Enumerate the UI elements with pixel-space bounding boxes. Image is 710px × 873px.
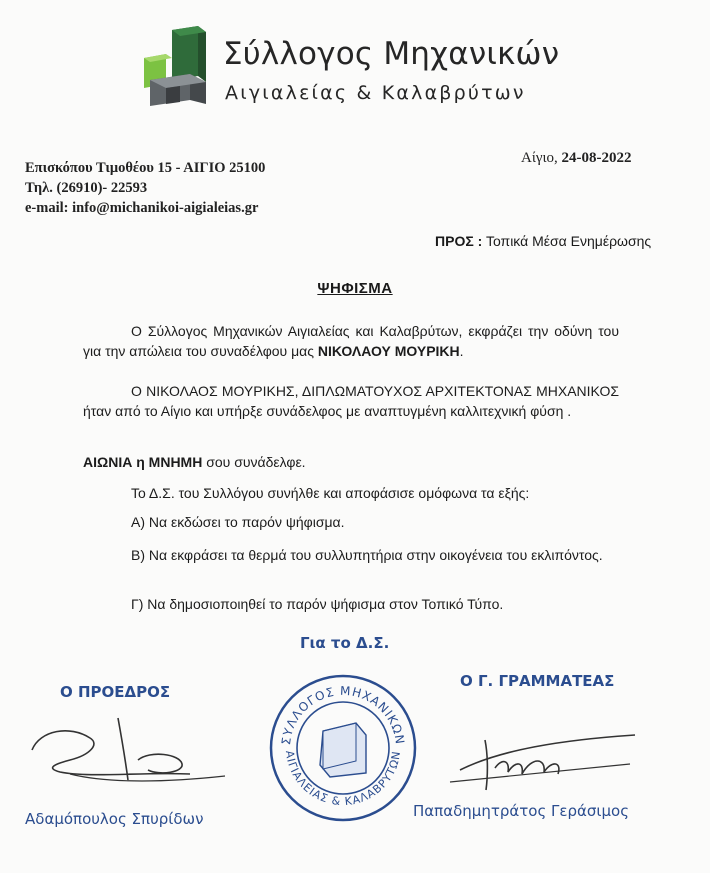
president-title: Ο ΠΡΟΕΔΡΟΣ — [60, 683, 171, 701]
decision-item-c: Γ) Να δημοσιοποιηθεί το παρόν ψήφισμα στον Τοπικό Τύπο. — [131, 596, 504, 612]
date-place: Αίγιο, — [521, 150, 558, 166]
phone: Τηλ. (26910)- 22593 — [25, 180, 148, 196]
secretary-name: Παπαδημητράτος Γεράσιμος — [413, 802, 630, 820]
decision-item-b: Β) Να εκφράσει τα θερμά του συλλυπητήρια στην οικογένεια του εκλιπόντος. — [131, 547, 603, 563]
paragraph-memory — [83, 454, 306, 470]
recipient-value: Τοπικά Μέσα Ενημέρωσης — [485, 233, 652, 249]
memory-phrase: ΑΙΩΝΙΑ η ΜΝΗΜΗ — [83, 454, 203, 470]
organization-name: Σύλλογος Μηχανικών — [223, 36, 560, 72]
date-value: 24-08-2022 — [561, 150, 632, 166]
for-board-label: Για το Δ.Σ. — [300, 634, 390, 652]
president-signature-icon — [30, 710, 230, 800]
stamp-top-text: ΣΥΛΛΟΓΟΣ ΜΗΧΑΝΙΚΩΝ — [278, 683, 408, 746]
document-title: ΨΗΦΙΣΜΑ — [317, 280, 393, 297]
organization-region: Αιγιαλείας & Καλαβρύτων — [225, 82, 526, 104]
decision-item-a: Α) Να εκδώσει το παρόν ψήφισμα. — [131, 514, 345, 530]
recipient-line — [435, 233, 651, 249]
recipient-label: ΠΡΟΣ : — [435, 233, 483, 249]
memory-rest: σου συνάδελφε. — [206, 454, 306, 470]
document-date — [521, 150, 632, 167]
address: Επισκόπου Τιμοθέου 15 - ΑΙΓΙΟ 25100 — [25, 160, 266, 176]
paragraph-decision: Το Δ.Σ. του Συλλόγου συνήλθε και αποφάσισε ομόφωνα τα εξής: — [131, 485, 530, 501]
organization-stamp-icon — [268, 673, 418, 823]
contact-block — [25, 158, 265, 218]
stamp-bottom-text: ΑΙΓΙΑΛΕΙΑΣ & ΚΑΛΑΒΡΥΤΩΝ — [282, 749, 404, 809]
email: e-mail: info@michanikoi-aigialeias.gr — [25, 200, 259, 216]
organization-logo-icon — [140, 24, 210, 106]
paragraph-condolence-text: Ο Σύλλογος Μηχανικών Αιγιαλείας και Καλαβρύτων, εκφράζει την οδύνη του για την απώλεια του συναδέλφου μας — [83, 323, 619, 359]
deceased-name: ΝΙΚΟΛΑΟΥ ΜΟΥΡΙΚΗ — [317, 343, 460, 359]
paragraph-about: Ο ΝΙΚΟΛΑΟΣ ΜΟΥΡΙΚΗΣ, ΔΙΠΛΩΜΑΤΟΥΧΟΣ ΑΡΧΙΤΕΚΤΟΝΑΣ ΜΗΧΑΝΙΚΟΣ ήταν από το Αίγιο και υπήρξε συνάδελφος με αναπτυγμένη καλλιτεχνική φύση . — [83, 383, 619, 419]
president-name: Αδαμόπουλος Σπυρίδων — [25, 810, 204, 828]
secretary-signature-icon — [440, 720, 640, 800]
secretary-title: Ο Γ. ΓΡΑΜΜΑΤΕΑΣ — [460, 672, 615, 690]
paragraph-condolence: Ο Σύλλογος Μηχανικών Αιγιαλείας και Καλαβρύτων, εκφράζει την οδύνη του για την απώλεια του συναδέλφου μας ΝΙΚΟΛΑΟΥ ΜΟΥΡΙΚΗ. — [83, 323, 619, 359]
